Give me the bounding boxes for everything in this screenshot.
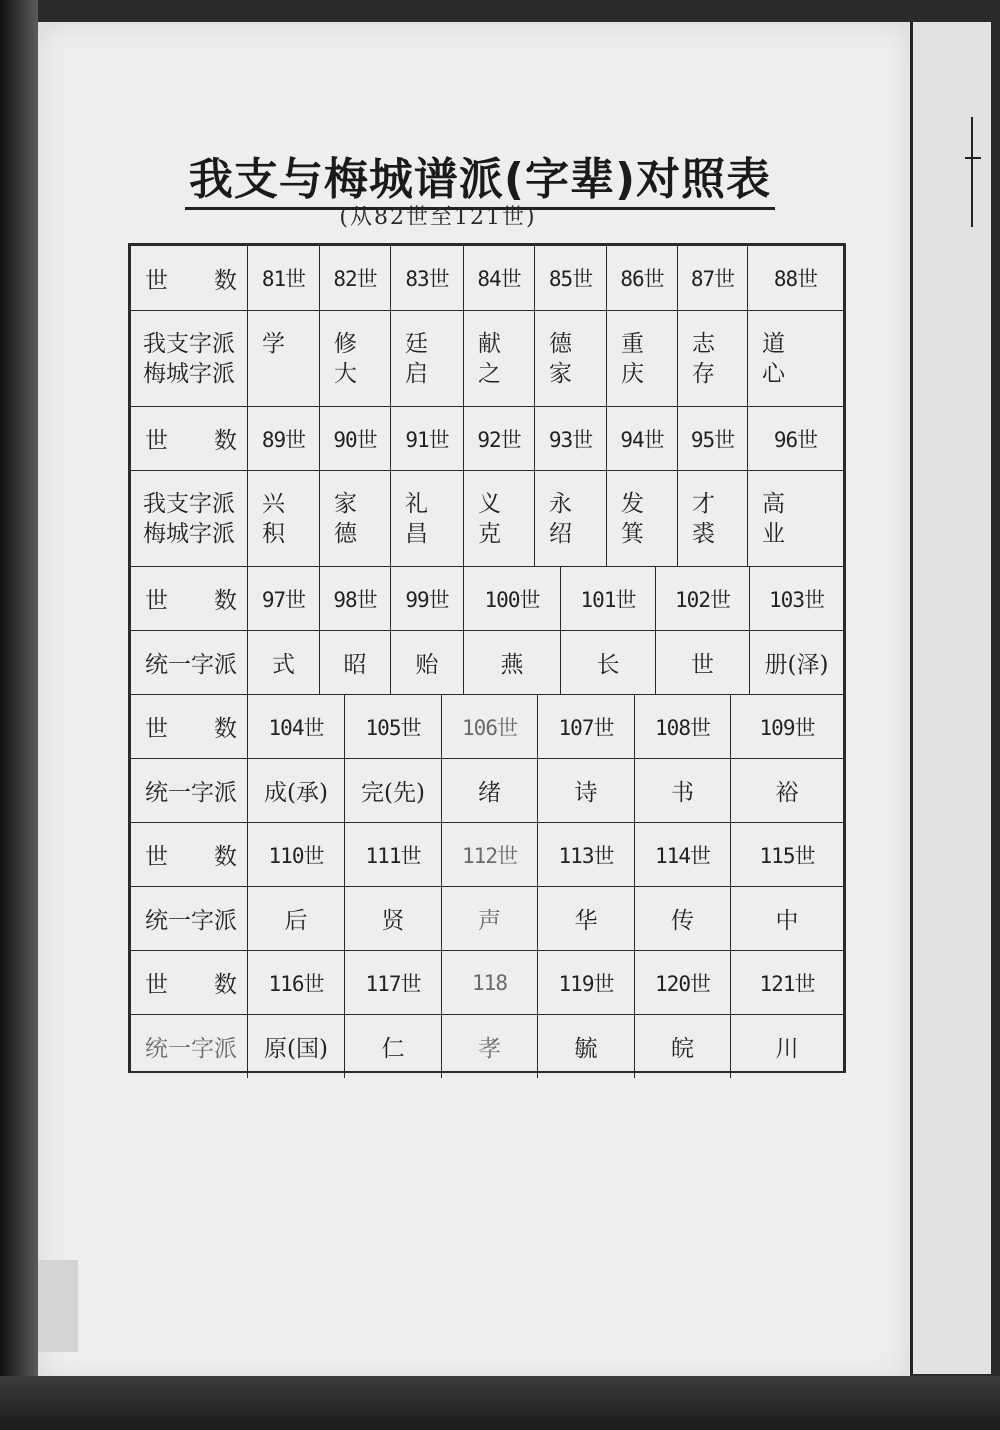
char-pair-cell: [390, 471, 463, 566]
generation-cell: 106世: [441, 695, 537, 758]
unified-char: 毓: [537, 1015, 634, 1078]
meicheng-char: 积: [262, 521, 285, 547]
generation-cell: 89世: [247, 407, 319, 470]
meicheng-char: 心: [762, 361, 785, 387]
generation-cell: 85世: [534, 246, 606, 310]
unified-char: 仁: [344, 1015, 441, 1078]
mine-char: 重: [621, 331, 644, 357]
header-char: 世: [145, 972, 168, 998]
header-char: 数: [214, 716, 237, 742]
meicheng-char: 之: [478, 361, 501, 387]
generation-cell: 87世: [677, 246, 747, 310]
char-pair-cell: [247, 471, 319, 566]
generation-cell: 111世: [344, 823, 441, 886]
scan-corner-patch: [38, 1260, 78, 1352]
branch-label: [131, 311, 247, 406]
generation-row: [131, 406, 843, 470]
unified-char: 燕: [463, 631, 560, 694]
generation-cell: 115世: [730, 823, 843, 886]
generation-cell: 109世: [730, 695, 843, 758]
meicheng-char: 存: [692, 361, 715, 387]
page-mark-tick: [965, 157, 981, 159]
char-pair-cell: [463, 311, 534, 406]
generation-cell: 99世: [390, 567, 463, 630]
generation-cell: 107世: [537, 695, 634, 758]
header-char: 数: [214, 267, 237, 294]
generation-cell: 81世: [247, 246, 319, 310]
generation-cell: 93世: [534, 407, 606, 470]
unified-char: 完(先): [344, 759, 441, 822]
generation-row: [131, 566, 843, 630]
generation-cell: 117世: [344, 951, 441, 1014]
unified-row: [131, 886, 843, 950]
generation-row: [131, 950, 843, 1014]
char-pair-cell: [390, 311, 463, 406]
header-char: 世: [145, 267, 168, 294]
char-pair-row: [131, 310, 843, 406]
unified-char: 绪: [441, 759, 537, 822]
unified-char: 式: [247, 631, 319, 694]
mine-char: 礼: [405, 491, 428, 517]
generation-row: [131, 246, 843, 310]
meicheng-char: 启: [405, 361, 428, 387]
unified-char: 皖: [634, 1015, 730, 1078]
generation-cell: 100世: [463, 567, 560, 630]
mine-char: 廷: [405, 331, 428, 357]
unified-char: 声: [441, 887, 537, 950]
branch-label: [131, 471, 247, 566]
unified-char: 贤: [344, 887, 441, 950]
header-char: 世: [145, 588, 168, 614]
unified-char: 川: [730, 1015, 843, 1078]
generation-cell: 101世: [560, 567, 655, 630]
generation-cell: 94世: [606, 407, 677, 470]
generation-cell: 118: [441, 951, 537, 1014]
generation-cell: 103世: [749, 567, 843, 630]
generation-cell: 113世: [537, 823, 634, 886]
adjacent-page-edge: [910, 22, 991, 1374]
unified-char: 孝: [441, 1015, 537, 1078]
mine-char: 永: [549, 491, 572, 517]
unified-char: 传: [634, 887, 730, 950]
generation-cell: 92世: [463, 407, 534, 470]
meicheng-char: 家: [549, 361, 572, 387]
unified-row: [131, 1014, 843, 1078]
mine-char: 兴: [262, 491, 285, 517]
title-text: 我支与梅城谱派(字辈)对照表: [185, 154, 775, 210]
meicheng-char: 克: [478, 521, 501, 547]
char-pair-cell: [247, 311, 319, 406]
mine-char: 学: [262, 331, 285, 357]
scan-bottom-edge: [0, 1376, 1000, 1430]
generation-header: [131, 246, 247, 310]
generation-cell: 84世: [463, 246, 534, 310]
unified-char: 册(泽): [749, 631, 843, 694]
unified-char: 书: [634, 759, 730, 822]
generation-header: [131, 407, 247, 470]
generation-cell: 119世: [537, 951, 634, 1014]
generation-cell: 102世: [655, 567, 749, 630]
generation-row: [131, 694, 843, 758]
unified-char: 贻: [390, 631, 463, 694]
char-pair-cell: [534, 471, 606, 566]
generation-header: [131, 951, 247, 1014]
generation-cell: 83世: [390, 246, 463, 310]
header-char: 数: [214, 972, 237, 998]
generation-table: [128, 243, 846, 1073]
unified-label: 统一字派: [145, 780, 237, 806]
page-subtitle: (从82世至121世): [339, 205, 537, 230]
meicheng-char: 庆: [621, 361, 644, 387]
generation-cell: 82世: [319, 246, 390, 310]
header-char: 世: [145, 844, 168, 870]
char-pair-cell: [319, 311, 390, 406]
mine-char: 家: [334, 491, 357, 517]
char-pair-cell: [606, 311, 677, 406]
mine-label: 我支字派: [143, 330, 235, 357]
generation-header: [131, 567, 247, 630]
unified-char: 后: [247, 887, 344, 950]
mine-char: 德: [549, 331, 572, 357]
char-pair-row: [131, 470, 843, 566]
generation-cell: 108世: [634, 695, 730, 758]
meicheng-char: 大: [334, 361, 357, 387]
generation-cell: 114世: [634, 823, 730, 886]
unified-char: 裕: [730, 759, 843, 822]
meicheng-char: 绍: [549, 521, 572, 547]
generation-cell: 91世: [390, 407, 463, 470]
header-char: 世: [145, 428, 168, 454]
char-pair-cell: [463, 471, 534, 566]
unified-char: 世: [655, 631, 749, 694]
meicheng-label: 梅城字派: [143, 520, 235, 547]
generation-cell: 120世: [634, 951, 730, 1014]
unified-label: 统一字派: [145, 652, 237, 678]
generation-cell: 110世: [247, 823, 344, 886]
generation-cell: 98世: [319, 567, 390, 630]
mine-char: 义: [478, 491, 501, 517]
generation-cell: 88世: [747, 246, 843, 310]
meicheng-char: 业: [762, 521, 785, 547]
meicheng-char: 昌: [405, 521, 428, 547]
unified-char: 昭: [319, 631, 390, 694]
unified-char: 原(国): [247, 1015, 344, 1078]
generation-cell: 95世: [677, 407, 747, 470]
header-char: 数: [214, 428, 237, 454]
generation-cell: 86世: [606, 246, 677, 310]
meicheng-char: 裘: [692, 521, 715, 547]
generation-cell: 121世: [730, 951, 843, 1014]
generation-row: [131, 822, 843, 886]
meicheng-label: 梅城字派: [143, 360, 235, 387]
unified-char: 华: [537, 887, 634, 950]
mine-char: 献: [478, 331, 501, 357]
generation-header: [131, 823, 247, 886]
generation-header: [131, 695, 247, 758]
meicheng-char: 箕: [621, 521, 644, 547]
mine-char: 才: [692, 491, 715, 517]
unified-row: [131, 758, 843, 822]
mine-char: 道: [762, 331, 785, 357]
generation-cell: 112世: [441, 823, 537, 886]
page-mark: [971, 117, 973, 227]
unified-row: [131, 630, 843, 694]
header-char: 世: [145, 716, 168, 742]
unified-label: 统一字派: [145, 908, 237, 934]
char-pair-cell: [747, 471, 843, 566]
meicheng-char: 德: [334, 521, 357, 547]
char-pair-cell: [534, 311, 606, 406]
generation-cell: 97世: [247, 567, 319, 630]
unified-char: 长: [560, 631, 655, 694]
generation-cell: 104世: [247, 695, 344, 758]
generation-cell: 105世: [344, 695, 441, 758]
header-char: 数: [214, 588, 237, 614]
char-pair-cell: [677, 311, 747, 406]
char-pair-cell: [747, 311, 843, 406]
generation-cell: 96世: [747, 407, 843, 470]
mine-char: 发: [621, 491, 644, 517]
page-title: [0, 143, 960, 207]
char-pair-cell: [606, 471, 677, 566]
mine-char: 志: [692, 331, 715, 357]
header-char: 数: [214, 844, 237, 870]
unified-char: 中: [730, 887, 843, 950]
unified-label: 统一字派: [145, 1036, 237, 1062]
char-pair-cell: [319, 471, 390, 566]
unified-char: 诗: [537, 759, 634, 822]
generation-cell: 90世: [319, 407, 390, 470]
unified-char: 成(承): [247, 759, 344, 822]
char-pair-cell: [677, 471, 747, 566]
mine-char: 修: [334, 331, 357, 357]
generation-cell: 116世: [247, 951, 344, 1014]
mine-label: 我支字派: [143, 490, 235, 517]
mine-char: 高: [762, 491, 785, 517]
